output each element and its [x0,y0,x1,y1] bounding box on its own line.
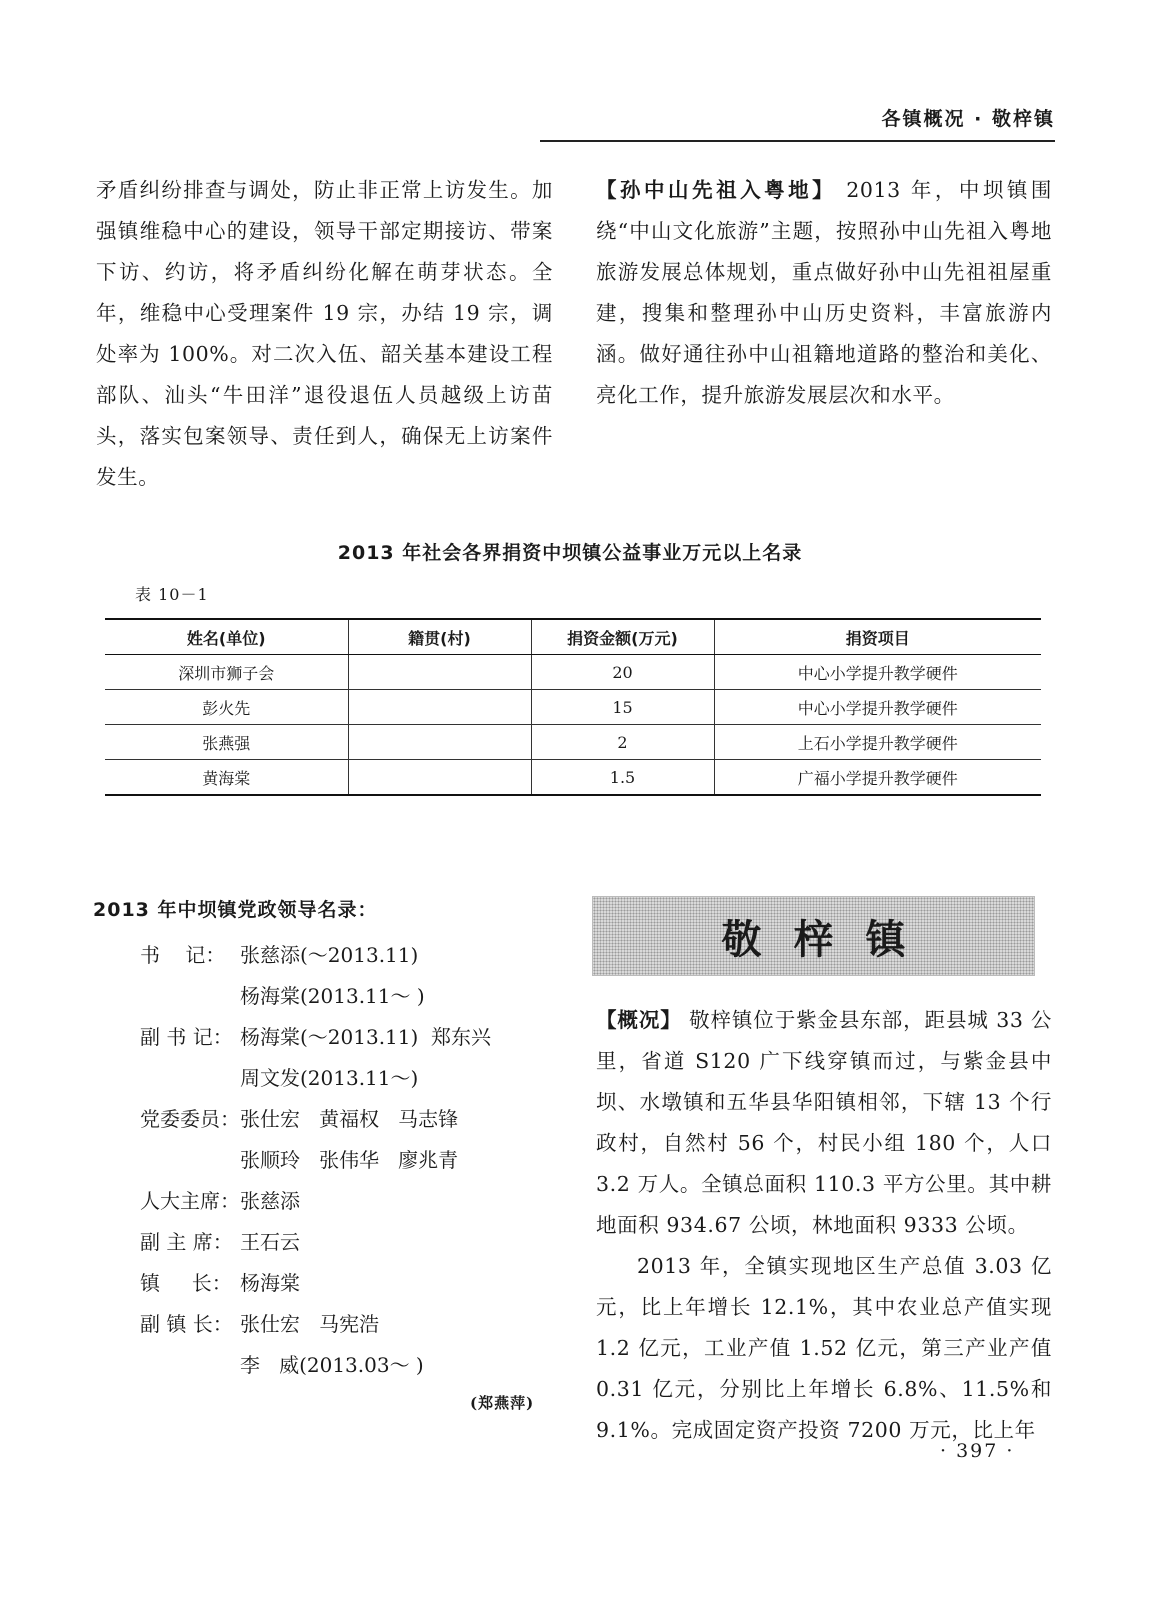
left-column [96,170,553,498]
leader-names: 张慈添(～2013.11) [240,943,419,967]
leader-names: 杨海棠(2013.11～ ) [240,984,425,1008]
cell-amount: 2 [531,725,714,760]
overview-section [596,1000,1052,1451]
leader-role: 党委委员： [140,1107,240,1131]
overview-title: 【概况】 [596,1008,682,1032]
leader-role [140,1140,240,1181]
cell-name: 彭火先 [105,690,348,725]
table-row [105,760,1041,796]
page-number: · 397 · [940,1440,1015,1462]
leader-names: 周文发(2013.11～) [240,1066,419,1090]
leader-row [140,1017,560,1058]
leader-names: 杨海棠(～2013.11) 郑东兴 [240,1025,492,1049]
cell-amount: 15 [531,690,714,725]
cell-name: 深圳市狮子会 [105,655,348,690]
leader-role [140,1345,240,1386]
leader-row [140,1222,560,1263]
cell-amount: 1.5 [531,760,714,796]
header-cell-origin: 籍贯(村) [348,619,531,655]
table-header-row [105,619,1041,655]
cell-name: 黄海棠 [105,760,348,796]
table-row [105,725,1041,760]
sun-section [596,170,1052,416]
cell-origin [348,760,531,796]
leader-names: 张仕宏 黄福权 马志锋 [240,1107,459,1131]
cell-project: 中心小学提升教学硬件 [714,690,1041,725]
leader-row [140,976,560,1017]
table-title: 2013 年社会各界捐资中坝镇公益事业万元以上名录 [337,542,803,564]
economy-paragraph: 2013 年，全镇实现地区生产总值 3.03 亿元，比上年增长 12.1%，其中农业总产值实现 1.2 亿元，工业产值 1.52 亿元，第三产业产值 0.31 亿元，分别比上年增长 6.8%、11.5%和 9.1%。完成固定资产投资 7200 万元，比上年 [596,1254,1052,1442]
leader-row [140,1263,560,1304]
cell-origin [348,690,531,725]
header-cell-project: 捐资项目 [714,619,1041,655]
overview-body: 敬梓镇位于紫金县东部，距县城 33 公里，省道 S120 广下线穿镇而过，与紫金县中坝、水墩镇和五华县华阳镇相邻，下辖 13 个行政村，自然村 56 个，村民小组 180 个，人口 3.2 万人。全镇总面积 110.3 平方公里。其中耕地面积 934.67 公顷，林地面积 9333 公顷。 [596,1008,1052,1237]
sun-section-title: 【孙中山先祖入粤地】 [596,178,837,202]
leader-role [140,976,240,1017]
sun-section-paragraph [596,170,1052,416]
stability-paragraph: 矛盾纠纷排查与调处，防止非正常上访发生。加强镇维稳中心的建设，领导干部定期接访、带案下访、约访，将矛盾纠纷化解在萌芽状态。全年，维稳中心受理案件 19 宗，办结 19 宗，调处率为 100%。对二次入伍、韶关基本建设工程部队、汕头“牛田洋”退役退伍人员越级上访苗头，落实包案领导、责任到人，确保无上访案件发生。 [96,178,553,489]
leader-role: 书 记： [140,943,226,967]
leader-row [140,1181,560,1222]
leader-row [140,935,560,976]
running-header-title: 各镇概况 · 敬梓镇 [881,108,1055,130]
leader-role: 副 主 席： [140,1230,233,1254]
leader-names: 杨海棠 [240,1271,300,1295]
header-rule [540,140,1055,142]
leader-row [140,1099,560,1140]
leader-role: 镇 长： [140,1271,232,1295]
leader-names: 张仕宏 马宪浩 [240,1312,380,1336]
cell-project: 上石小学提升教学硬件 [714,725,1041,760]
sun-section-body: 2013 年，中坝镇围绕“中山文化旅游”主题，按照孙中山先祖入粤地旅游发展总体规划，重点做好孙中山先祖祖屋重建，搜集和整理孙中山历史资料，丰富旅游内涵。做好通往孙中山祖籍地道路的整治和美化、亮化工作，提升旅游发展层次和水平。 [596,178,1053,407]
leader-names: 张慈添 [240,1189,300,1213]
cell-amount: 20 [531,655,714,690]
table-row [105,655,1041,690]
overview-paragraph [596,1000,1052,1246]
leader-row [140,1304,560,1345]
section-banner-title: 敬梓镇 [721,916,938,963]
leaders-list [140,935,560,1386]
header-cell-name: 姓名(单位) [105,619,348,655]
cell-origin [348,725,531,760]
leader-names: 李 威(2013.03～ ) [240,1353,424,1377]
table-code: 表 10－1 [135,585,209,604]
leader-role: 人大主席： [140,1189,240,1213]
leader-names: 王石云 [240,1230,300,1254]
leader-row [140,1345,560,1386]
cell-project: 中心小学提升教学硬件 [714,655,1041,690]
cell-name: 张燕强 [105,725,348,760]
leaders-title: 2013 年中坝镇党政领导名录： [93,899,378,921]
author-credit: (郑燕萍) [470,1394,535,1412]
cell-project: 广福小学提升教学硬件 [714,760,1041,796]
donation-table [105,618,1041,796]
leader-names: 张顺玲 张伟华 廖兆青 [240,1148,459,1172]
header-cell-amount: 捐资金额(万元) [531,619,714,655]
leader-row [140,1140,560,1181]
leader-role: 副 镇 长： [140,1312,233,1336]
section-banner [592,896,1035,976]
cell-origin [348,655,531,690]
leader-role: 副 书 记： [140,1025,233,1049]
leader-row [140,1058,560,1099]
leader-role [140,1058,240,1099]
table-row [105,690,1041,725]
